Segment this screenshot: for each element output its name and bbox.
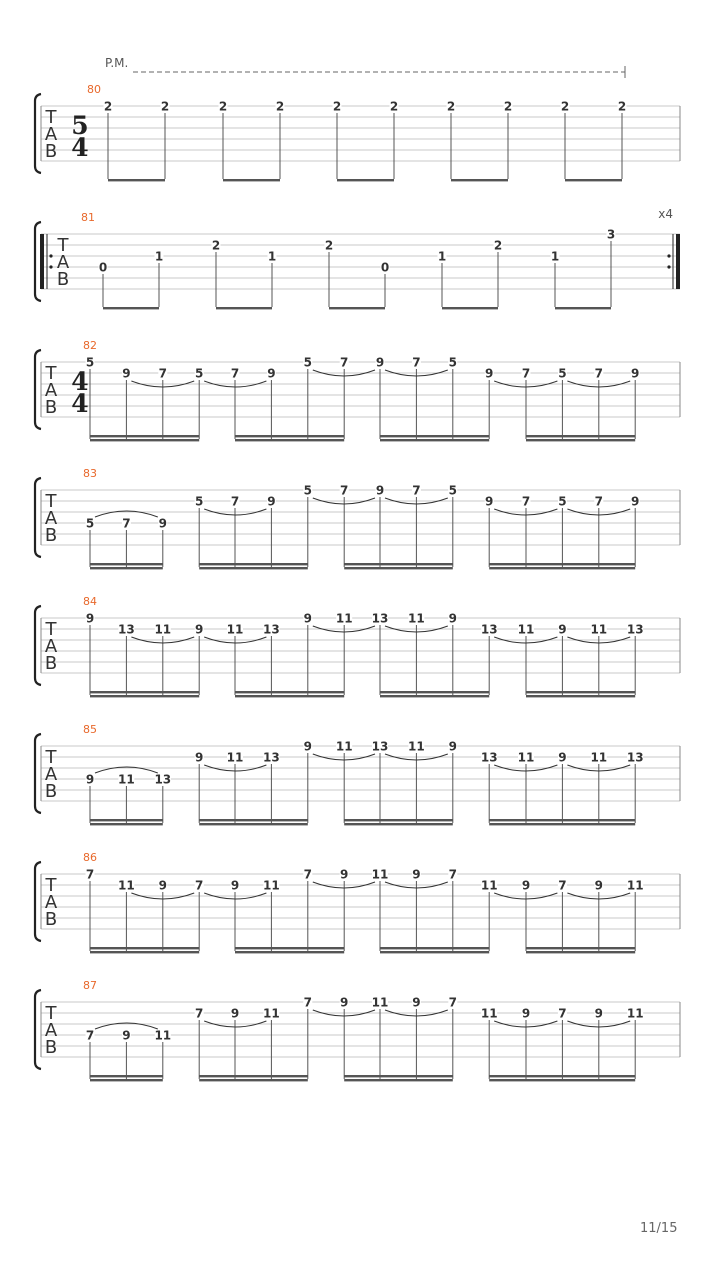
fret-number: 13	[480, 750, 498, 765]
note-beam	[380, 691, 489, 693]
note-beam	[199, 819, 308, 821]
fret-number: 0	[98, 260, 108, 275]
note-beam	[90, 563, 163, 565]
fret-number: 7	[122, 516, 131, 531]
fret-number: 5	[195, 494, 204, 509]
note-beam	[344, 823, 453, 825]
fret-number: 13	[263, 622, 280, 637]
fret-number: 9	[448, 739, 457, 754]
fret-number: 9	[412, 995, 421, 1010]
note-beam	[526, 695, 635, 697]
note-beam	[555, 307, 611, 309]
fret-number: 7	[558, 1006, 567, 1021]
note-beam	[337, 179, 394, 181]
tab-clef-t: T	[45, 107, 57, 128]
fret-number: 2	[324, 238, 334, 253]
tab-clef-b: B	[44, 909, 58, 930]
fret-number: 11	[517, 622, 535, 637]
fret-number: 9	[85, 611, 95, 626]
fret-number: 11	[263, 1006, 280, 1021]
fret-number: 2	[446, 99, 456, 114]
fret-number: 9	[158, 878, 167, 893]
fret-number: 13	[263, 750, 280, 765]
note-beam	[489, 1079, 635, 1081]
fret-number: 9	[521, 1006, 531, 1021]
note-beam	[90, 1079, 163, 1081]
tab-system-87	[35, 979, 680, 1081]
note-beam	[489, 567, 635, 569]
note-beam	[223, 179, 280, 181]
fret-number: 7	[521, 366, 531, 381]
fret-number: 7	[303, 995, 312, 1010]
fret-number: 9	[485, 494, 494, 509]
fret-number: 2	[493, 238, 503, 253]
fret-number: 9	[195, 622, 204, 637]
repeat-dot	[667, 254, 670, 257]
fret-number: 7	[594, 494, 603, 509]
system-bracket	[35, 862, 41, 941]
measure-number: 85	[83, 723, 97, 736]
note-beam	[90, 819, 163, 821]
fret-number: 5	[85, 355, 95, 370]
fret-number: 2	[218, 99, 228, 114]
note-beam	[108, 179, 165, 181]
note-beam	[344, 819, 453, 821]
note-beam	[489, 819, 635, 821]
note-beam	[489, 563, 635, 565]
fret-number: 5	[303, 355, 312, 370]
fret-number: 9	[375, 355, 385, 370]
fret-number: 11	[626, 1006, 644, 1021]
fret-number: 1	[550, 249, 560, 264]
fret-number: 9	[594, 878, 603, 893]
measure-number: 81	[81, 211, 95, 224]
tab-clef-t: T	[45, 491, 57, 512]
fret-number: 2	[617, 99, 627, 114]
fret-number: 9	[122, 1028, 131, 1043]
note-beam	[90, 435, 199, 437]
fret-number: 2	[332, 99, 342, 114]
tab-clef-b: B	[44, 1037, 58, 1058]
fret-number: 5	[448, 483, 457, 498]
fret-number: 13	[371, 611, 389, 626]
note-beam	[90, 1075, 163, 1077]
fret-number: 9	[230, 1006, 240, 1021]
fret-number: 9	[267, 494, 276, 509]
note-beam	[90, 439, 199, 441]
fret-number: 2	[560, 99, 570, 114]
fret-number: 5	[558, 494, 567, 509]
tab-clef-a: A	[44, 636, 58, 657]
fret-number: 5	[448, 355, 457, 370]
tab-system-84	[35, 595, 680, 697]
tab-clef-b: B	[44, 653, 58, 674]
fret-number: 5	[195, 366, 204, 381]
note-beam	[90, 947, 199, 949]
fret-number: 13	[626, 622, 644, 637]
tab-clef-a: A	[44, 892, 58, 913]
tab-clef-b: B	[44, 397, 58, 418]
fret-number: 9	[375, 483, 385, 498]
fret-number: 9	[558, 750, 567, 765]
palm-mute-label: P.M.	[105, 56, 129, 70]
system-bracket	[35, 606, 41, 685]
fret-number: 5	[558, 366, 567, 381]
fret-number: 11	[480, 1006, 498, 1021]
fret-number: 9	[340, 995, 349, 1010]
fret-number: 2	[211, 238, 221, 253]
tab-clef-t: T	[45, 1003, 57, 1024]
system-bracket	[35, 94, 41, 173]
tab-clef-a: A	[44, 764, 58, 785]
fret-number: 7	[340, 483, 349, 498]
fret-number: 9	[122, 366, 131, 381]
note-beam	[235, 435, 344, 437]
tab-clef-b: B	[44, 781, 58, 802]
note-beam	[90, 823, 163, 825]
note-beam	[380, 947, 489, 949]
note-beam	[442, 307, 498, 309]
time-signature-top: 5	[71, 111, 89, 140]
fret-number: 0	[380, 260, 390, 275]
fret-number: 13	[118, 622, 135, 637]
tab-clef-t: T	[45, 619, 57, 640]
fret-number: 2	[275, 99, 285, 114]
note-beam	[235, 691, 344, 693]
note-beam	[451, 179, 508, 181]
fret-number: 9	[85, 772, 95, 787]
note-beam	[199, 823, 308, 825]
system-bracket	[35, 478, 41, 557]
note-beam	[489, 823, 635, 825]
tab-clef-a: A	[44, 124, 58, 145]
note-beam	[344, 1079, 453, 1081]
note-beam	[344, 567, 453, 569]
system-bracket	[35, 990, 41, 1069]
fret-number: 11	[371, 867, 389, 882]
fret-number: 11	[335, 739, 353, 754]
fret-number: 5	[85, 516, 95, 531]
measure-number: 87	[83, 979, 97, 992]
fret-number: 7	[85, 867, 95, 882]
repeat-start-thick	[40, 234, 44, 289]
tab-clef-t: T	[45, 875, 57, 896]
fret-number: 9	[485, 366, 494, 381]
note-beam	[199, 1079, 308, 1081]
tab-system-85	[35, 723, 680, 825]
fret-number: 11	[408, 739, 425, 754]
measure-number: 86	[83, 851, 97, 864]
fret-number: 7	[303, 867, 312, 882]
note-beam	[526, 947, 635, 949]
measure-number: 80	[87, 83, 101, 96]
fret-number: 7	[594, 366, 603, 381]
note-beam	[489, 1075, 635, 1077]
repeat-end-thick	[676, 234, 680, 289]
repeat-dot	[667, 265, 670, 268]
fret-number: 9	[594, 1006, 603, 1021]
fret-number: 9	[267, 366, 276, 381]
fret-number: 11	[626, 878, 644, 893]
measure-number: 82	[83, 339, 97, 352]
fret-number: 7	[230, 366, 240, 381]
note-beam	[565, 179, 622, 181]
fret-number: 7	[340, 355, 349, 370]
fret-number: 7	[448, 867, 457, 882]
tab-system-82	[35, 339, 680, 441]
fret-number: 9	[631, 494, 640, 509]
note-beam	[526, 951, 635, 953]
fret-number: 5	[303, 483, 312, 498]
fret-number: 11	[371, 995, 389, 1010]
note-beam	[235, 695, 344, 697]
fret-number: 9	[303, 739, 312, 754]
fret-number: 7	[158, 366, 167, 381]
fret-number: 1	[437, 249, 447, 264]
fret-number: 11	[118, 772, 135, 787]
fret-number: 11	[226, 750, 244, 765]
note-beam	[199, 1075, 308, 1077]
fret-number: 11	[517, 750, 535, 765]
note-beam	[235, 951, 344, 953]
note-beam	[526, 691, 635, 693]
fret-number: 3	[606, 227, 616, 242]
fret-number: 7	[521, 494, 531, 509]
note-beam	[344, 563, 453, 565]
fret-number: 13	[480, 622, 498, 637]
fret-number: 11	[408, 611, 425, 626]
fret-number: 7	[558, 878, 567, 893]
fret-number: 7	[195, 1006, 204, 1021]
fret-number: 9	[448, 611, 457, 626]
note-beam	[199, 567, 308, 569]
note-beam	[380, 435, 489, 437]
tab-clef-t: T	[45, 747, 57, 768]
measure-number: 84	[83, 595, 97, 608]
note-beam	[103, 307, 159, 309]
fret-number: 11	[263, 878, 280, 893]
note-beam	[329, 307, 385, 309]
system-bracket	[35, 734, 41, 813]
fret-number: 9	[195, 750, 204, 765]
tab-clef-a: A	[44, 1020, 58, 1041]
fret-number: 1	[267, 249, 277, 264]
note-beam	[526, 435, 635, 437]
fret-number: 7	[448, 995, 457, 1010]
fret-number: 9	[412, 867, 421, 882]
note-beam	[380, 695, 489, 697]
fret-number: 9	[158, 516, 167, 531]
time-signature-top: 4	[71, 367, 89, 396]
fret-number: 1	[154, 249, 164, 264]
note-beam	[90, 691, 199, 693]
tab-clef-a: A	[44, 380, 58, 401]
fret-number: 11	[154, 622, 172, 637]
tab-system-80	[35, 83, 680, 181]
tab-clef-b: B	[56, 269, 70, 290]
fret-number: 2	[503, 99, 513, 114]
fret-number: 13	[371, 739, 389, 754]
fret-number: 9	[521, 878, 531, 893]
fret-number: 7	[412, 483, 421, 498]
time-signature-bottom: 4	[71, 389, 89, 418]
fret-number: 13	[626, 750, 644, 765]
fret-number: 11	[590, 622, 608, 637]
note-beam	[235, 439, 344, 441]
fret-number: 11	[335, 611, 353, 626]
fret-number: 9	[230, 878, 240, 893]
fret-number: 11	[226, 622, 244, 637]
tab-clef-b: B	[44, 525, 58, 546]
fret-number: 9	[340, 867, 349, 882]
repeat-count: x4	[658, 207, 673, 221]
fret-number: 13	[154, 772, 172, 787]
note-beam	[344, 1075, 453, 1077]
note-beam	[216, 307, 272, 309]
note-beam	[380, 439, 489, 441]
note-beam	[90, 951, 199, 953]
fret-number: 7	[85, 1028, 95, 1043]
note-beam	[90, 695, 199, 697]
fret-number: 2	[103, 99, 113, 114]
repeat-dot	[49, 265, 52, 268]
tab-system-83	[35, 467, 680, 569]
note-beam	[526, 439, 635, 441]
time-signature-bottom: 4	[71, 133, 89, 162]
tab-system-81	[35, 207, 680, 309]
tab-clef-b: B	[44, 141, 58, 162]
note-beam	[199, 563, 308, 565]
fret-number: 7	[412, 355, 421, 370]
fret-number: 11	[480, 878, 498, 893]
fret-number: 11	[118, 878, 135, 893]
note-beam	[90, 567, 163, 569]
fret-number: 11	[590, 750, 608, 765]
fret-number: 2	[160, 99, 170, 114]
fret-number: 11	[154, 1028, 172, 1043]
fret-number: 9	[303, 611, 312, 626]
tab-clef-t: T	[45, 363, 57, 384]
tab-clef-a: A	[44, 508, 58, 529]
fret-number: 2	[389, 99, 399, 114]
system-bracket	[35, 350, 41, 429]
note-beam	[380, 951, 489, 953]
tab-system-86	[35, 851, 680, 953]
tab-clef-a: A	[56, 252, 70, 273]
fret-number: 9	[631, 366, 640, 381]
fret-number: 9	[558, 622, 567, 637]
measure-number: 83	[83, 467, 97, 480]
fret-number: 7	[195, 878, 204, 893]
repeat-dot	[49, 254, 52, 257]
fret-number: 7	[230, 494, 240, 509]
page-number: 11/15	[640, 1221, 678, 1236]
note-beam	[235, 947, 344, 949]
tab-clef-t: T	[57, 235, 69, 256]
